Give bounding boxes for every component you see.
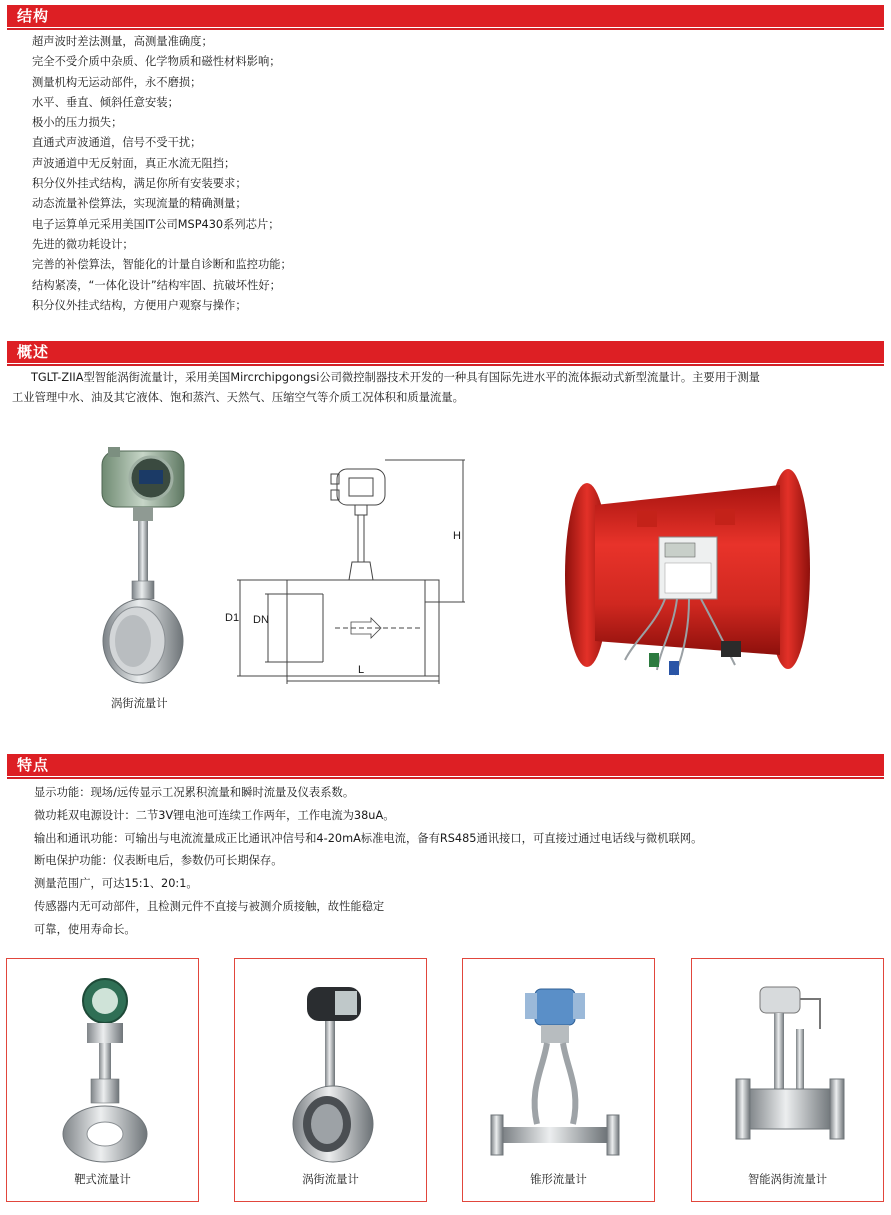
dim-label-h: H <box>453 530 461 542</box>
feature-item: 传感器内无可动部件，且检测元件不直接与被测介质接触，故性能稳定 <box>34 899 385 913</box>
list-item: 超声波时差法测量，高测量准确度； <box>32 35 213 48</box>
card-label: 靶式流量计 <box>74 1173 131 1186</box>
product-card <box>234 958 427 1202</box>
list-item: 完善的补偿算法，智能化的计量自诊断和监控功能； <box>32 258 292 272</box>
feature-item: 微功耗双电源设计：二节3V锂电池可连续工作两年，工作电流为38uA。 <box>34 808 395 822</box>
section-header-features <box>7 754 884 776</box>
list-item: 电子运算单元采用美国IT公司MSP430系列芯片； <box>32 217 280 231</box>
list-item: 声波通道中无反射面，真正水流无阻挡； <box>32 156 236 170</box>
list-item: 结构紧凑，“一体化设计”结构牢固、抗破坏性好； <box>32 278 281 292</box>
section-title: 概述 <box>17 343 50 361</box>
smart-vortex-flowmeter-image <box>692 959 882 1164</box>
dim-label-d1: D1 <box>225 612 240 624</box>
features-list <box>34 782 702 942</box>
list-item: 先进的微功耗设计； <box>32 237 134 251</box>
cone-flowmeter-image <box>463 959 653 1164</box>
section-header-structure <box>7 5 884 27</box>
red-flowmeter-image <box>565 465 810 685</box>
feature-item: 断电保护功能：仪表断电后，参数仍可长期保存。 <box>34 854 283 868</box>
list-item: 水平、垂直、倾斜任意安装； <box>32 95 179 109</box>
meter-caption: 涡街流量计 <box>111 697 168 710</box>
list-item: 极小的压力损失； <box>32 116 123 130</box>
list-item: 积分仪外挂式结构，方便用户观察与操作； <box>32 298 247 312</box>
card-label: 锥形流量计 <box>530 1173 587 1186</box>
dim-label-l: L <box>358 664 365 676</box>
list-item: 积分仪外挂式结构，满足你所有安装要求； <box>32 177 247 191</box>
card-label: 智能涡街流量计 <box>747 1173 828 1186</box>
vortex-flowmeter-image <box>235 959 425 1164</box>
feature-item: 输出和通讯功能：可输出与电流流量成正比通讯冲信号和4-20mA标准电流，备有RS485通讯接口，可直接过通过电话线与微机联网。 <box>34 831 703 845</box>
product-card <box>691 958 884 1202</box>
product-card <box>6 958 199 1202</box>
overview-line: 工业管理中水、油及其它液体、饱和蒸汽、天然气、压缩空气等介质工况体积和质量流量。 <box>12 391 464 404</box>
dimension-drawing <box>225 452 475 684</box>
dim-label-dn: DN <box>253 614 269 626</box>
section-title: 特点 <box>17 756 50 774</box>
list-item: 直通式声波通道，信号不受干扰； <box>32 136 202 150</box>
list-item: 测量机构无运动部件，永不磨损； <box>32 75 202 89</box>
feature-item: 测量范围广，可达15:1、20:1。 <box>34 877 198 891</box>
card-label: 涡街流量计 <box>302 1173 359 1186</box>
vortex-meter-image <box>88 445 198 690</box>
list-item: 完全不受介质中杂质、化学物质和磁性材料影响； <box>32 55 281 69</box>
feature-item: 可靠，使用寿命长。 <box>34 922 136 936</box>
target-flowmeter-image <box>7 959 197 1164</box>
list-item: 动态流量补偿算法，实现流量的精确测量； <box>32 197 247 211</box>
feature-item: 显示功能：现场/远传显示工况累积流量和瞬时流量及仪表系数。 <box>34 786 355 799</box>
section-header-overview <box>7 341 884 363</box>
section-title: 结构 <box>17 7 50 25</box>
overview-text <box>12 368 884 408</box>
overview-line: TGLT-ZIIA型智能涡街流量计，采用美国Mircrchipgongsi公司微控制器技术开发的一种具有国际先进水平的流体振动式新型流量计。主要用于测量 <box>31 371 760 384</box>
product-card <box>462 958 655 1202</box>
structure-list <box>32 32 292 316</box>
